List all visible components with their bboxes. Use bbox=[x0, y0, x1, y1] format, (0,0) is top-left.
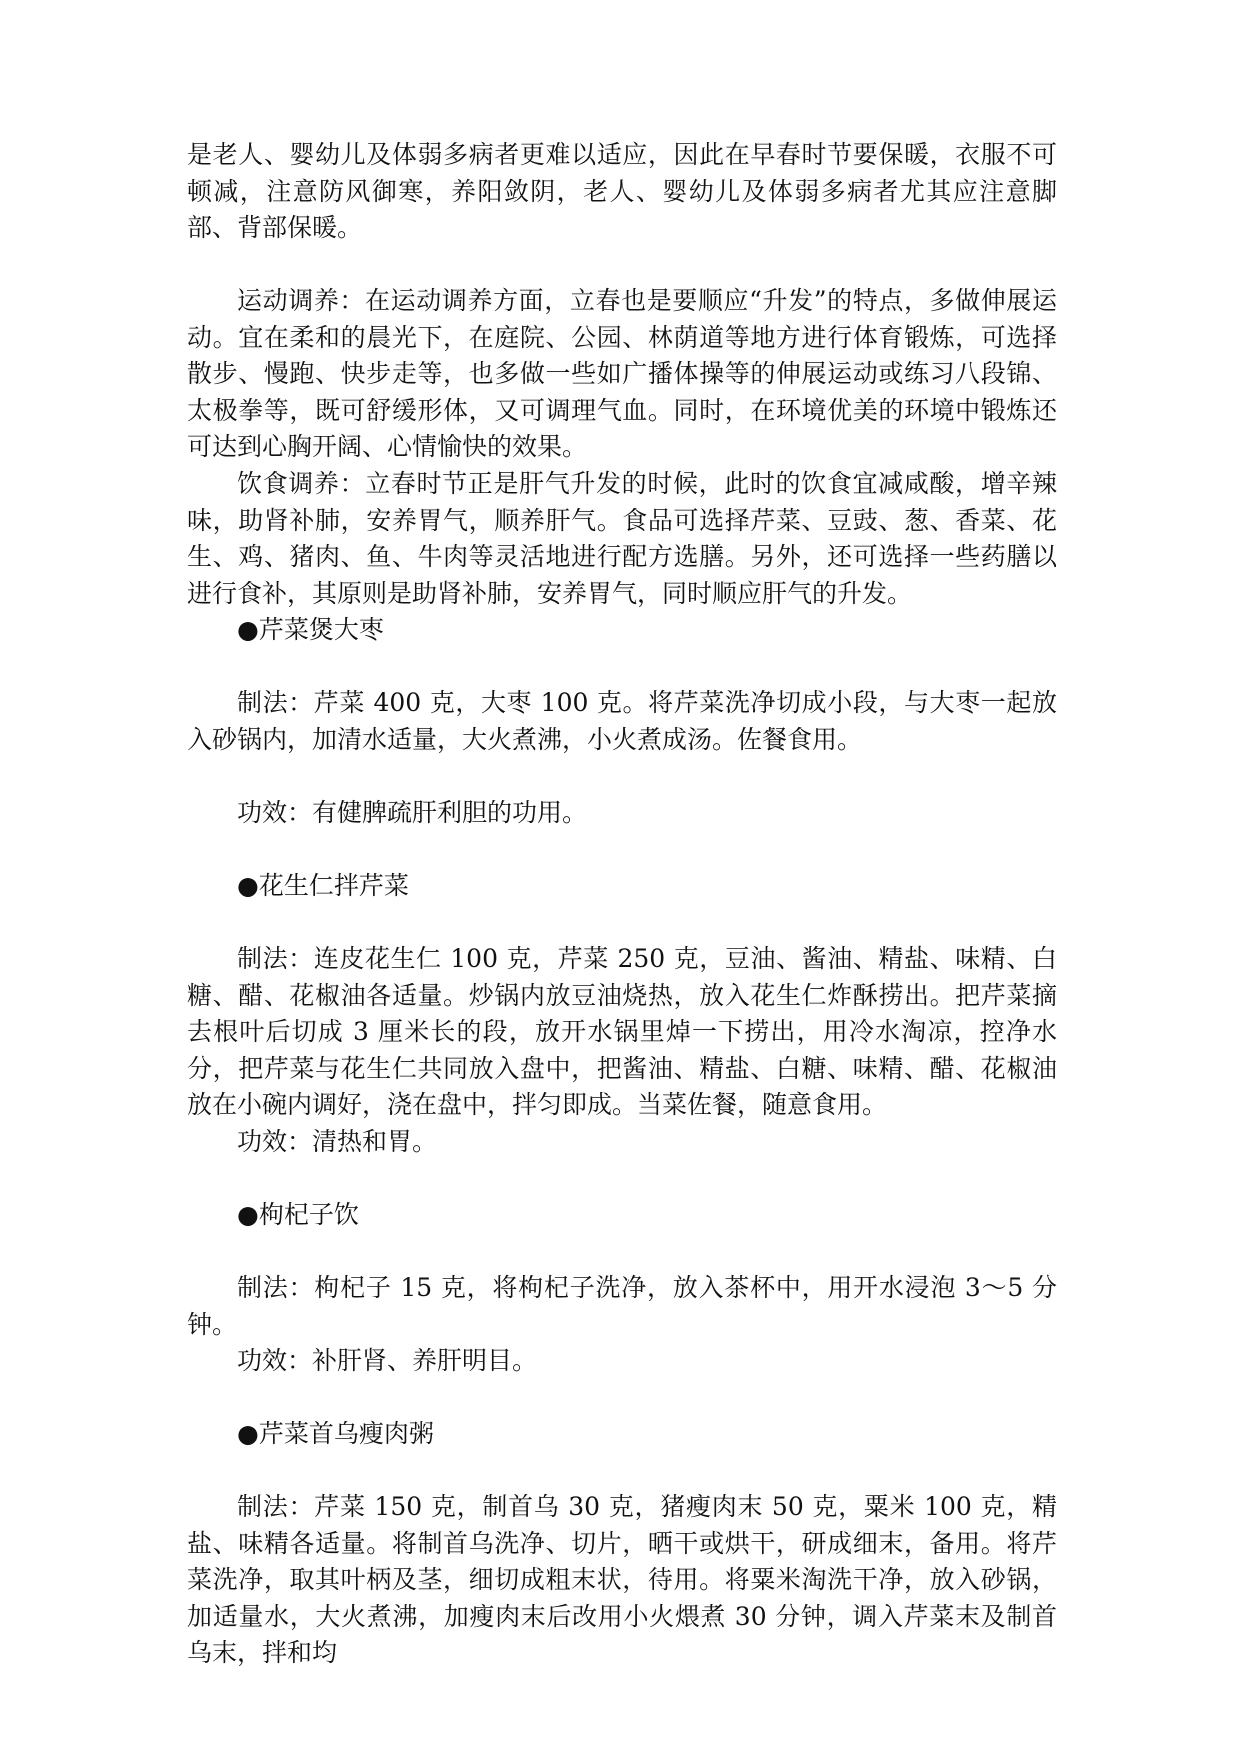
recipe-method-goji-drink: 制法：枸杞子 15 克，将枸杞子洗净，放入茶杯中，用开水浸泡 3～5 分钟。 bbox=[187, 1273, 1057, 1339]
recipe-effect-celery-jujube: 功效：有健脾疏肝利胆的功用。 bbox=[237, 798, 588, 827]
paragraph-diet: 饮食调养：立春时节正是肝气升发的时候，此时的饮食宜减咸酸，增辛辣味，助肾补肺，安养胃气，顺养肝气。食品可选择芹菜、豆豉、葱、香菜、花生、鸡、猪肉、鱼、牛肉等灵活地进行配方选膳。另外，还可选择一些药膳以进行食补，其原则是助肾补肺，安养胃气，同时顺应肝气的升发。 bbox=[187, 469, 1057, 608]
recipe-method-celery-jujube: 制法：芹菜 400 克，大枣 100 克。将芹菜洗净切成小段，与大枣一起放入砂锅内，加清水适量，大火煮沸，小火煮成汤。佐餐食用。 bbox=[187, 688, 1057, 754]
recipe-method-peanut-celery: 制法：连皮花生仁 100 克，芹菜 250 克，豆油、酱油、精盐、味精、白糖、醋、花椒油各适量。炒锅内放豆油烧热，放入花生仁炸酥捞出。把芹菜摘去根叶后切成 3 厘米长的段，放开水锅里焯一下捞出，用冷水淘凉，控净水分，把芹菜与花生仁共同放入盘中，把酱油、精盐、白糖、味精、醋、花椒油放在小碗内调好，浇在盘中，拌匀即成。当菜佐餐，随意食用。 bbox=[187, 944, 1057, 1119]
recipe-heading-goji-drink: ●枸杞子饮 bbox=[237, 1200, 359, 1229]
paragraph-clothing-warmth: 是老人、婴幼儿及体弱多病者更难以适应，因此在早春时节要保暖，衣服不可顿减，注意防风御寒，养阳敛阴，老人、婴幼儿及体弱多病者尤其应注意脚部、背部保暖。 bbox=[187, 140, 1057, 242]
recipe-method-celery-shouwu-porridge: 制法：芹菜 150 克，制首乌 30 克，猪瘦肉末 50 克，粟米 100 克，精盐、味精各适量。将制首乌洗净、切片，晒干或烘干，研成细末，备用。将芹菜洗净，取其叶柄及茎，细切成粗末状，待用。将粟米淘洗干净，放入砂锅，加适量水，大火煮沸，加瘦肉末后改用小火煨煮 30 分钟，调入芹菜末及制首乌末，拌和均 bbox=[187, 1492, 1057, 1667]
recipe-effect-goji-drink: 功效：补肝肾、养肝明目。 bbox=[237, 1346, 538, 1375]
recipe-heading-celery-shouwu-porridge: ●芹菜首乌瘦肉粥 bbox=[237, 1419, 434, 1448]
paragraph-exercise: 运动调养：在运动调养方面，立春也是要顺应“升发”的特点，多做伸展运动。宜在柔和的晨光下，在庭院、公园、林荫道等地方进行体育锻炼，可选择散步、慢跑、快步走等，也多做一些如广播体操等的伸展运动或练习八段锦、太极拳等，既可舒缓形体，又可调理气血。同时，在环境优美的环境中锻炼还可达到心胸开阔、心情愉快的效果。 bbox=[187, 286, 1057, 461]
recipe-heading-peanut-celery: ●花生仁拌芹菜 bbox=[237, 871, 409, 900]
recipe-effect-peanut-celery: 功效：清热和胃。 bbox=[237, 1127, 438, 1156]
recipe-heading-celery-jujube: ●芹菜煲大枣 bbox=[237, 615, 384, 644]
